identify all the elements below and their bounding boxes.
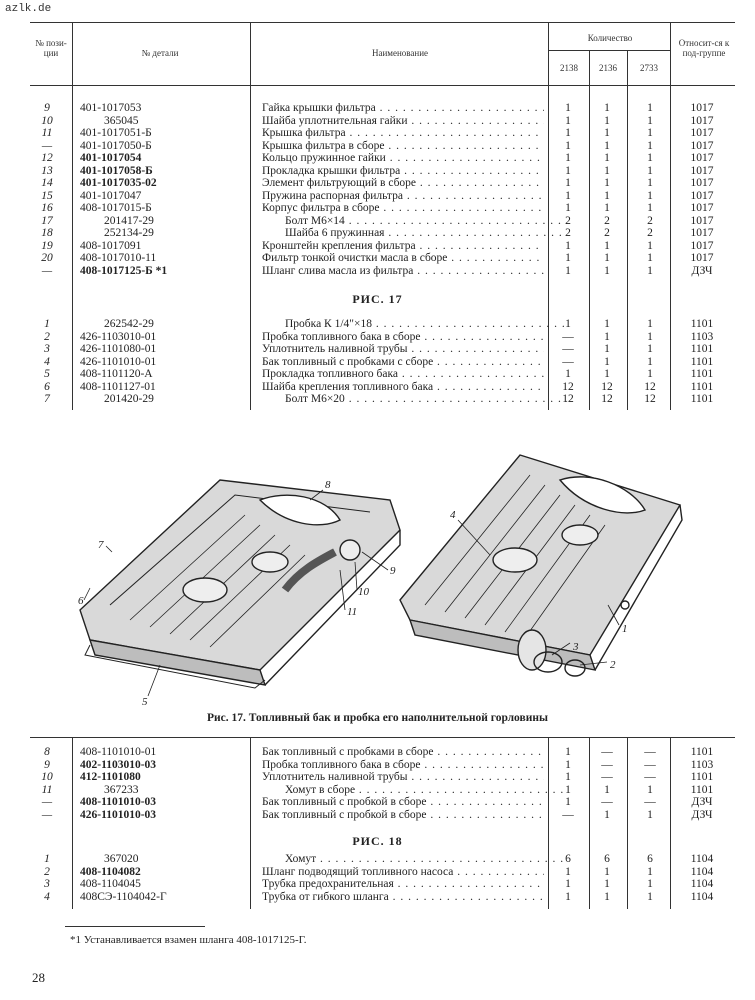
part-number-cell: 408-1101120-А (80, 368, 153, 380)
qty-2138-cell: 2 (565, 214, 571, 227)
qty-2733-cell: — (644, 796, 656, 808)
qty-2138-cell: 1 (565, 139, 571, 152)
part-number-cell: 426-1103010-01 (80, 330, 157, 343)
part-name-cell: Пружина распорная фильтра . . . (262, 190, 544, 203)
subgroup-cell: 1017 (690, 139, 714, 152)
qty-2733-cell: 6 (647, 853, 653, 865)
part-number-cell: 408-1104082 (80, 865, 141, 878)
qty-2136-cell: 1 (604, 355, 610, 368)
part-number-cell: 408-1101127-01 (80, 380, 156, 393)
qty-2136-cell: 1 (604, 102, 610, 114)
part-name-cell: Крышка фильтра . . . (262, 127, 544, 140)
qty-2733-cell: 1 (647, 783, 653, 796)
position-cell: 7 (44, 393, 50, 405)
part-name-cell: Гайка крышки фильтра . . . (262, 102, 544, 115)
qty-2138-cell: 1 (565, 202, 571, 214)
subgroup-cell: 1103 (690, 758, 714, 771)
qty-2138-cell: 1 (565, 318, 571, 330)
position-cell: 2 (44, 865, 50, 878)
qty-2138-cell: 1 (565, 102, 571, 114)
position-cell: 12 (41, 152, 53, 164)
table-row (0, 127, 755, 140)
table-row (0, 265, 755, 278)
subgroup-cell: 1017 (690, 252, 714, 264)
position-cell: 16 (41, 202, 53, 214)
table-row (0, 746, 755, 759)
part-name-cell: Прокладка крышки фильтра . . . (262, 165, 544, 178)
position-cell: — (41, 139, 53, 152)
part-name-cell: Хомут в сборе . . . (285, 784, 567, 797)
qty-2733-cell: 1 (647, 127, 653, 139)
part-number-cell: 401-1017053 (80, 102, 142, 114)
qty-2136-cell: 1 (604, 139, 610, 152)
part-name-cell: Трубка от гибкого шланга . . . (262, 891, 544, 904)
part-number-cell: 262542-29 (104, 318, 154, 330)
subgroup-cell: 1017 (690, 114, 714, 127)
position-cell: 13 (41, 164, 53, 177)
subgroup-cell: 1017 (690, 227, 714, 239)
subgroup-cell: 1101 (690, 393, 714, 405)
part-number-cell: 408-1101010-03 (80, 796, 157, 808)
part-name-cell: Фильтр тонкой очистки масла в сборе . . . (262, 252, 544, 265)
qty-2138-cell: 1 (565, 239, 571, 252)
table-row (0, 853, 755, 866)
subgroup-cell: 1101 (690, 783, 714, 796)
fig17-title: РИС. 17 (352, 292, 403, 306)
part-number-cell: 252134-29 (104, 227, 154, 239)
part-number-cell: 401-1017058-Б (80, 164, 153, 177)
qty-2138-cell: 12 (562, 380, 574, 393)
qty-2733-cell: 1 (647, 264, 653, 277)
part-number-cell: 365045 (104, 114, 139, 127)
qty-2136-cell: 1 (604, 318, 610, 330)
qty-2136-cell: 12 (601, 380, 613, 393)
part-number-cell: 401-1017050-Б (80, 139, 152, 152)
position-cell: 10 (41, 771, 53, 783)
qty-2733-cell: 1 (647, 878, 653, 890)
table-row (0, 368, 755, 381)
qty-2138-cell: 6 (565, 853, 571, 865)
qty-2138-cell: 1 (565, 796, 571, 808)
subgroup-cell: 1101 (690, 771, 714, 783)
table-row (0, 202, 755, 215)
qty-2733-cell: 2 (647, 227, 653, 239)
position-cell: 18 (41, 227, 53, 239)
table-row (0, 227, 755, 240)
qty-2733-cell: 1 (647, 177, 653, 189)
qty-2136-cell: 1 (604, 330, 610, 343)
position-cell: 11 (41, 127, 53, 139)
table-row (0, 190, 755, 203)
table-row (0, 866, 755, 879)
position-cell: 17 (41, 214, 53, 227)
qty-2733-cell: 12 (644, 380, 656, 393)
part-number-cell: 426-1101010-01 (80, 355, 157, 368)
part-name-cell: Шайба уплотнительная гайки . . . (262, 115, 544, 128)
subgroup-cell: 1017 (690, 152, 714, 164)
subgroup-cell: 1104 (690, 878, 714, 890)
part-name-cell: Корпус фильтра в сборе . . . (262, 202, 544, 215)
part-name-cell: Шланг слива масла из фильтра . . . (262, 265, 544, 278)
left-tank-drawing (80, 480, 400, 688)
subgroup-cell: 1017 (690, 239, 714, 252)
qty-2136-cell: 1 (604, 239, 610, 252)
qty-2136-cell: — (601, 796, 613, 808)
position-cell: 1 (44, 853, 50, 865)
qty-2138-cell: — (562, 808, 574, 821)
subgroup-cell: ДЗЧ (691, 264, 713, 277)
position-cell: 20 (41, 252, 53, 264)
position-cell: 9 (44, 758, 50, 771)
table-row (0, 115, 755, 128)
fuel-tank-illustration (70, 440, 690, 710)
callout-6: 6 (78, 595, 84, 607)
table-row (0, 343, 755, 356)
qty-2733-cell: 1 (647, 808, 653, 821)
qty-2136-cell: 1 (604, 177, 610, 189)
part-number-cell: 412-1101080 (80, 771, 141, 783)
callout-9: 9 (390, 565, 396, 577)
part-number-cell: 367020 (104, 853, 139, 865)
header-part: № детали (141, 48, 179, 58)
qty-2136-cell: 1 (604, 152, 610, 164)
fig18-title: РИС. 18 (352, 834, 403, 848)
table-row (0, 878, 755, 891)
qty-2733-cell: 1 (647, 318, 653, 330)
qty-2138-cell: 12 (562, 393, 574, 405)
header-top-rule (30, 22, 735, 23)
qty-2733-cell: 1 (647, 343, 653, 355)
qty-2733-cell: 1 (647, 164, 653, 177)
part-number-cell: 426-1101080-01 (80, 343, 157, 355)
footnote-rule (65, 926, 205, 927)
qty-2136-cell: 1 (604, 127, 610, 139)
subgroup-cell: 1104 (690, 890, 714, 903)
part-name-cell: Уплотнитель наливной трубы . . . (262, 343, 544, 356)
table-row (0, 140, 755, 153)
part-number-cell: 426-1101010-03 (80, 808, 157, 821)
qty-2138-cell: — (562, 355, 574, 368)
table-row (0, 215, 755, 228)
subgroup-cell: 1101 (690, 380, 714, 393)
qty-2733-cell: — (644, 758, 656, 771)
subgroup-cell: 1017 (690, 177, 714, 189)
qty-2733-cell: 1 (647, 202, 653, 214)
table-row (0, 152, 755, 165)
position-cell: 14 (41, 177, 53, 189)
part-number-cell: 401-1017051-Б (80, 127, 152, 139)
qty-2733-cell: 1 (647, 355, 653, 368)
qty-2136-cell: 1 (604, 783, 610, 796)
qty-2733-cell: 12 (644, 393, 656, 405)
header-model-2: 2136 (599, 63, 617, 73)
callout-10: 10 (358, 586, 369, 598)
part-name-cell: Пробка топливного бака в сборе . . . (262, 759, 544, 772)
position-cell: 3 (44, 343, 50, 355)
qty-2138-cell: 1 (565, 746, 571, 758)
qty-sub-rule (548, 50, 670, 51)
qty-2138-cell: 1 (565, 865, 571, 878)
part-number-cell: 401-1017054 (80, 152, 142, 164)
part-name-cell: Бак топливный с пробкой в сборе . . . (262, 796, 544, 809)
subgroup-cell: 1101 (690, 343, 714, 355)
part-name-cell: Бак топливный с пробкой в сборе . . . (262, 809, 544, 822)
header-bottom-rule (30, 85, 735, 86)
subgroup-cell: 1017 (690, 102, 714, 114)
header-pos: № пози-ции (35, 38, 67, 58)
part-number-cell: 408-1101010-01 (80, 746, 157, 758)
qty-2136-cell: 1 (604, 189, 610, 202)
qty-2733-cell: 1 (647, 252, 653, 264)
qty-2138-cell: 1 (565, 164, 571, 177)
callout-11: 11 (347, 606, 358, 618)
qty-2733-cell: 1 (647, 330, 653, 343)
qty-2733-cell: 1 (647, 114, 653, 127)
qty-2733-cell: 1 (647, 865, 653, 878)
qty-2136-cell: 1 (604, 878, 610, 890)
part-number-cell: 408СЭ-1104042-Г (80, 890, 167, 903)
subgroup-cell: 1101 (690, 318, 714, 330)
callout-8: 8 (325, 479, 331, 491)
page-number: 28 (32, 970, 45, 985)
subgroup-cell: 1103 (690, 330, 714, 343)
callout-7: 7 (98, 539, 104, 551)
position-cell: 4 (44, 890, 50, 903)
table-row (0, 393, 755, 406)
qty-2733-cell: 1 (647, 189, 653, 202)
qty-2733-cell: 1 (647, 139, 653, 152)
table-row (0, 240, 755, 253)
lower-table-top-rule (30, 737, 735, 738)
qty-2138-cell: 1 (565, 152, 571, 164)
header-qty: Количество (587, 33, 633, 43)
table-row (0, 891, 755, 904)
table-row (0, 759, 755, 772)
table-row (0, 102, 755, 115)
qty-2138-cell: 1 (565, 368, 571, 380)
position-cell: 10 (41, 114, 53, 127)
table-row (0, 784, 755, 797)
subgroup-cell: 1017 (690, 214, 714, 227)
qty-2136-cell: 1 (604, 865, 610, 878)
part-name-cell: Пробка К 1/4"×18 . . . (285, 318, 567, 331)
qty-2138-cell: 1 (565, 189, 571, 202)
table-row (0, 356, 755, 369)
qty-2136-cell: 1 (604, 264, 610, 277)
part-number-cell: 367233 (104, 783, 139, 796)
part-number-cell: 408-1017010-11 (80, 252, 157, 264)
part-number-cell: 401-1017035-02 (80, 177, 157, 189)
header-name: Наименование (371, 48, 429, 58)
qty-2733-cell: 2 (647, 214, 653, 227)
right-tank-drawing (400, 455, 682, 676)
qty-2136-cell: — (601, 746, 613, 758)
table-row (0, 318, 755, 331)
part-name-cell: Уплотнитель наливной трубы . . . (262, 771, 544, 784)
qty-2136-cell: 1 (604, 368, 610, 380)
position-cell: 11 (41, 783, 53, 796)
part-name-cell: Шайба крепления топливного бака . . . (262, 381, 544, 394)
qty-2136-cell: 12 (601, 393, 613, 405)
part-name-cell: Бак топливный с пробками с сборе . . . (262, 356, 544, 369)
qty-2733-cell: 1 (647, 890, 653, 903)
qty-2136-cell: — (601, 771, 613, 783)
table-row (0, 177, 755, 190)
qty-2136-cell: 1 (604, 164, 610, 177)
qty-2138-cell: 2 (565, 227, 571, 239)
position-cell: 2 (44, 330, 50, 343)
subgroup-cell: ДЗЧ (691, 808, 713, 821)
position-cell: 6 (44, 380, 50, 393)
part-number-cell: 408-1017015-Б (80, 202, 152, 214)
callout-1: 1 (622, 623, 628, 635)
subgroup-cell: ДЗЧ (691, 796, 713, 808)
part-name-cell: Пробка топливного бака в сборе . . . (262, 331, 544, 344)
qty-2136-cell: 1 (604, 114, 610, 127)
part-name-cell: Крышка фильтра в сборе . . . (262, 140, 544, 153)
qty-2138-cell: 1 (565, 890, 571, 903)
qty-2138-cell: 1 (565, 758, 571, 771)
qty-2136-cell: — (601, 758, 613, 771)
position-cell: 5 (44, 368, 50, 380)
qty-2138-cell: 1 (565, 177, 571, 189)
qty-2733-cell: 1 (647, 152, 653, 164)
qty-2138-cell: 1 (565, 878, 571, 890)
subgroup-cell: 1017 (690, 164, 714, 177)
part-name-cell: Шайба 6 пружинная . . . (285, 227, 567, 240)
qty-2138-cell: 1 (565, 783, 571, 796)
part-name-cell: Прокладка топливного бака . . . (262, 368, 544, 381)
table-row (0, 381, 755, 394)
site-watermark: azlk.de (5, 3, 52, 15)
position-cell: 19 (41, 239, 53, 252)
qty-2138-cell: — (562, 330, 574, 343)
part-name-cell: Кольцо пружинное гайки . . . (262, 152, 544, 165)
part-number-cell: 201417-29 (104, 214, 154, 227)
subgroup-cell: 1017 (690, 202, 714, 214)
qty-2733-cell: — (644, 771, 656, 783)
callout-3: 3 (573, 641, 579, 653)
qty-2733-cell: 1 (647, 368, 653, 380)
qty-2136-cell: 1 (604, 252, 610, 264)
subgroup-cell: 1017 (690, 189, 714, 202)
qty-2136-cell: 1 (604, 202, 610, 214)
part-name-cell: Болт М6×14 . . . (285, 215, 567, 228)
part-number-cell: 401-1017047 (80, 189, 142, 202)
callout-4: 4 (450, 509, 456, 521)
qty-2136-cell: 1 (604, 343, 610, 355)
header-model-1: 2138 (560, 63, 578, 73)
callout-2: 2 (610, 659, 616, 671)
table-row (0, 771, 755, 784)
part-number-cell: 408-1017091 (80, 239, 142, 252)
position-cell: 1 (44, 318, 50, 330)
part-number-cell: 408-1017125-Б *1 (80, 264, 168, 277)
header-model-3: 2733 (640, 63, 658, 73)
position-cell: 3 (44, 878, 50, 890)
subgroup-cell: 1017 (690, 127, 714, 139)
subgroup-cell: 1104 (690, 853, 714, 865)
qty-2138-cell: 1 (565, 127, 571, 139)
position-cell: 9 (44, 102, 50, 114)
callout-5: 5 (142, 696, 148, 708)
part-name-cell: Трубка предохранительная . . . (262, 878, 544, 891)
table-row (0, 165, 755, 178)
qty-2733-cell: 1 (647, 239, 653, 252)
subgroup-cell: 1101 (690, 746, 714, 758)
part-number-cell: 402-1103010-03 (80, 758, 157, 771)
qty-2733-cell: 1 (647, 102, 653, 114)
position-cell: — (41, 264, 53, 277)
position-cell: — (41, 808, 53, 821)
position-cell: 8 (44, 746, 50, 758)
part-name-cell: Элемент фильтрующий в сборе . . . (262, 177, 544, 190)
table-row (0, 331, 755, 344)
subgroup-cell: 1101 (690, 355, 714, 368)
fig17-caption: Рис. 17. Топливный бак и пробка его наполнительной горловины (207, 712, 548, 724)
qty-2136-cell: 2 (604, 227, 610, 239)
part-name-cell: Шланг подводящий топливного насоса . . . (262, 866, 544, 879)
part-name-cell: Кронштейн крепления фильтра . . . (262, 240, 544, 253)
qty-2136-cell: 6 (604, 853, 610, 865)
table-row (0, 796, 755, 809)
part-name-cell: Хомут . . . (285, 853, 567, 866)
subgroup-cell: 1101 (690, 368, 714, 380)
part-name-cell: Болт М6×20 . . . (285, 393, 567, 406)
qty-2138-cell: 1 (565, 114, 571, 127)
table-row (0, 252, 755, 265)
position-cell: 4 (44, 355, 50, 368)
qty-2136-cell: 1 (604, 808, 610, 821)
qty-2138-cell: 1 (565, 252, 571, 264)
position-cell: 15 (41, 189, 53, 202)
position-cell: — (41, 796, 53, 808)
qty-2138-cell: 1 (565, 771, 571, 783)
table-row (0, 809, 755, 822)
qty-2138-cell: — (562, 343, 574, 355)
qty-2733-cell: — (644, 746, 656, 758)
part-number-cell: 201420-29 (104, 393, 154, 405)
footnote: *1 Устанавливается взамен шланга 408-1017125-Г. (70, 934, 307, 946)
part-number-cell: 408-1104045 (80, 878, 141, 890)
qty-2138-cell: 1 (565, 264, 571, 277)
part-name-cell: Бак топливный с пробками в сборе . . . (262, 746, 544, 759)
header-group: Относит-ся к под-группе (678, 38, 730, 58)
subgroup-cell: 1104 (690, 865, 714, 878)
qty-2136-cell: 1 (604, 890, 610, 903)
qty-2136-cell: 2 (604, 214, 610, 227)
